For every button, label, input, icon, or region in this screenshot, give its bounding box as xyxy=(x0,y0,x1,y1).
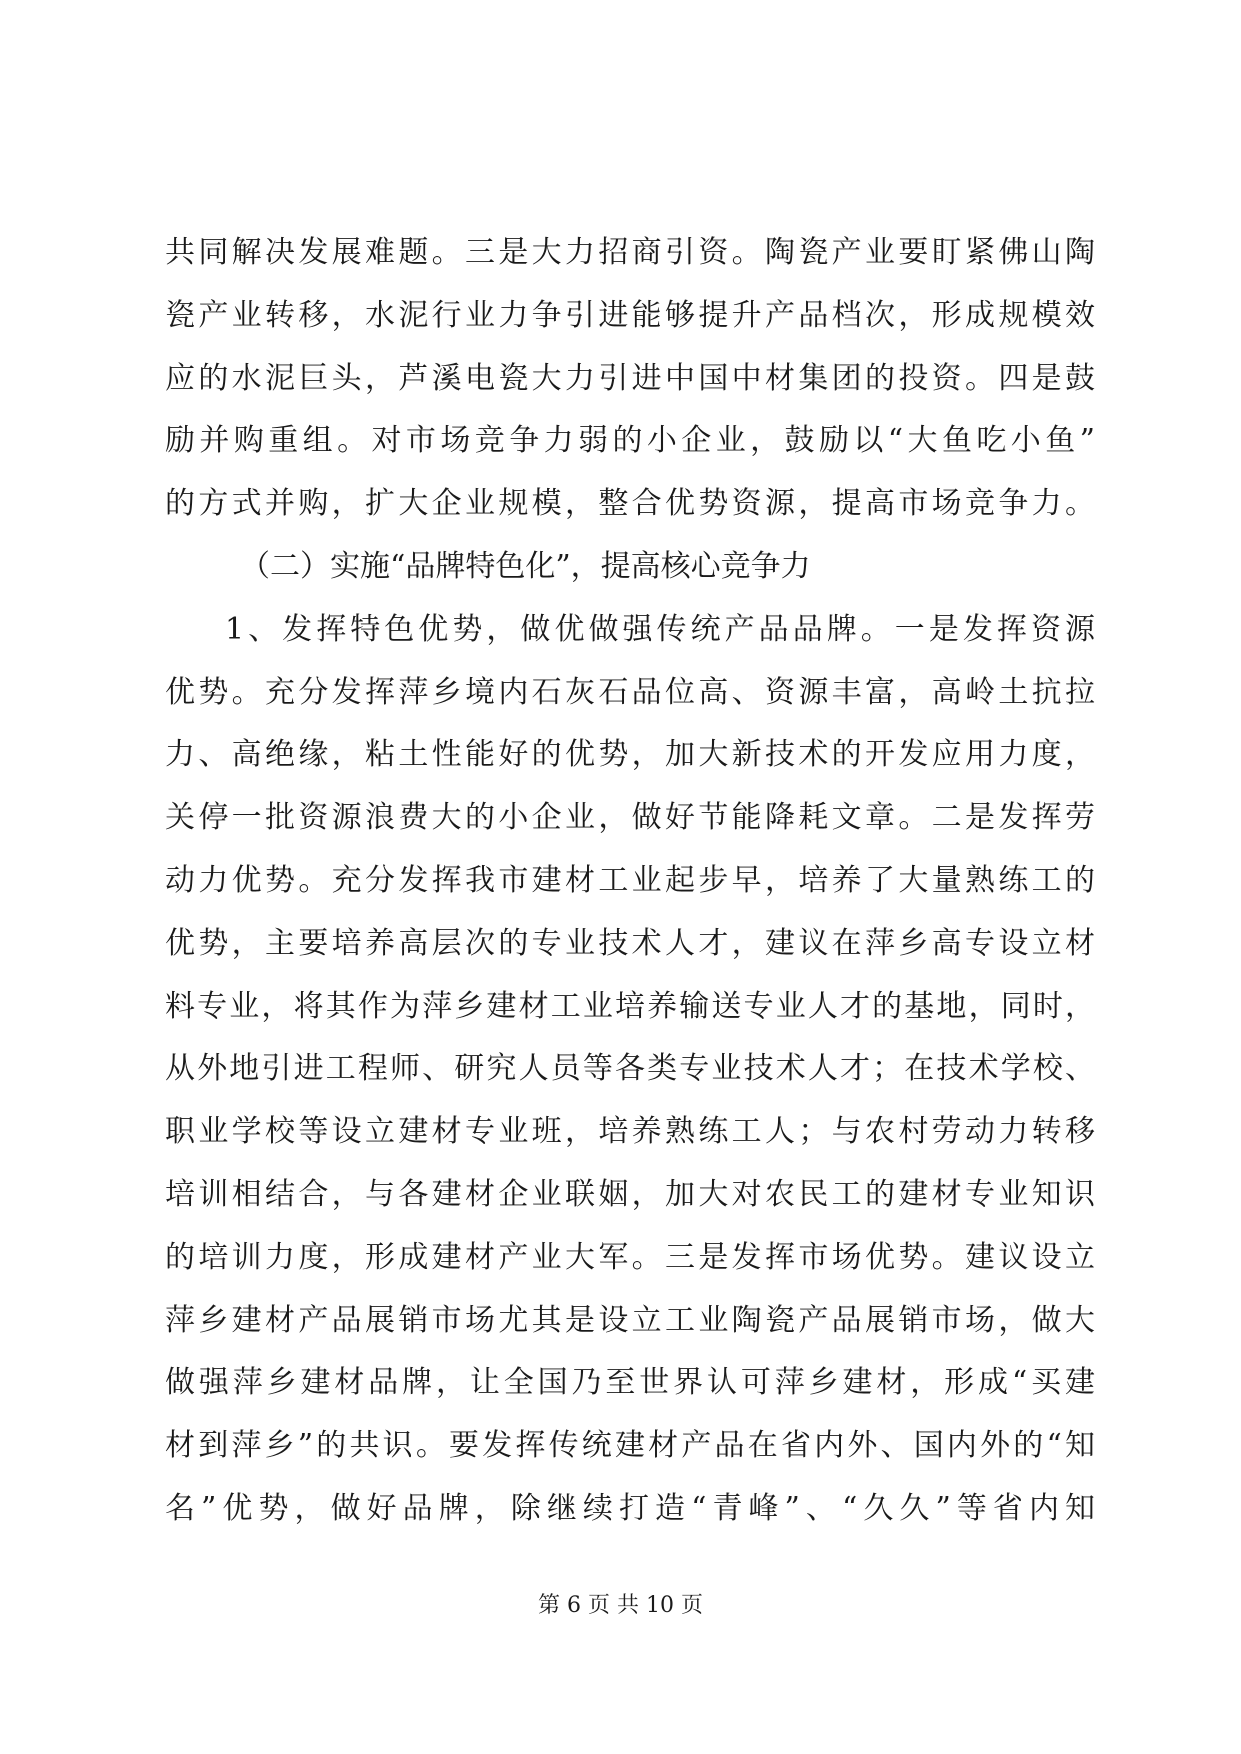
text-line: 料专业，将其作为萍乡建材工业培养输送专业人才的基地，同时， xyxy=(165,988,1095,1024)
text-line: 动力优势。充分发挥我市建材工业起步早，培养了大量熟练工的 xyxy=(165,862,1095,898)
text-line: 优势，主要培养高层次的专业技术人才，建议在萍乡高专设立材 xyxy=(165,925,1095,961)
text-line: 关停一批资源浪费大的小企业，做好节能降耗文章。二是发挥劳 xyxy=(165,800,1095,836)
text-line: 的方式并购，扩大企业规模，整合优势资源，提高市场竞争力。 xyxy=(165,486,1095,522)
text-line: 培训相结合，与各建材企业联姻，加大对农民工的建材专业知识 xyxy=(165,1176,1095,1212)
text-line: 瓷产业转移，水泥行业力争引进能够提升产品档次，形成规模效 xyxy=(165,297,1095,333)
text-line: 力、高绝缘，粘土性能好的优势，加大新技术的开发应用力度， xyxy=(165,737,1095,773)
document-body xyxy=(165,222,1095,1541)
text-line: 做强萍乡建材品牌，让全国乃至世界认可萍乡建材，形成“买建 xyxy=(165,1365,1095,1401)
text-line: 的培训力度，形成建材产业大军。三是发挥市场优势。建议设立 xyxy=(165,1239,1095,1275)
paragraph-first-line: 1、发挥特色优势，做优做强传统产品品牌。一是发挥资源 xyxy=(225,611,1095,647)
section-heading: （二）实施“品牌特色化”，提高核心竞争力 xyxy=(240,548,811,584)
text-line: 材到萍乡”的共识。要发挥传统建材产品在省内外、国内外的“知 xyxy=(165,1428,1095,1464)
text-line: 共同解决发展难题。三是大力招商引资。陶瓷产业要盯紧佛山陶 xyxy=(165,235,1095,270)
text-line: 励并购重组。对市场竞争力弱的小企业，鼓励以“大鱼吃小鱼” xyxy=(165,423,1095,459)
page-number-footer: 第 6 页 共 10 页 xyxy=(538,1593,703,1618)
text-line: 名”优势，做好品牌，除继续打造“青峰”、“久久”等省内知 xyxy=(165,1490,1095,1526)
text-line: 职业学校等设立建材专业班，培养熟练工人；与农村劳动力转移 xyxy=(165,1114,1095,1150)
text-line: 萍乡建材产品展销市场尤其是设立工业陶瓷产品展销市场，做大 xyxy=(165,1302,1095,1338)
text-line: 应的水泥巨头，芦溪电瓷大力引进中国中材集团的投资。四是鼓 xyxy=(165,360,1095,396)
text-line: 从外地引进工程师、研究人员等各类专业技术人才；在技术学校、 xyxy=(165,1051,1095,1087)
text-line: 优势。充分发挥萍乡境内石灰石品位高、资源丰富，高岭土抗拉 xyxy=(165,674,1095,710)
